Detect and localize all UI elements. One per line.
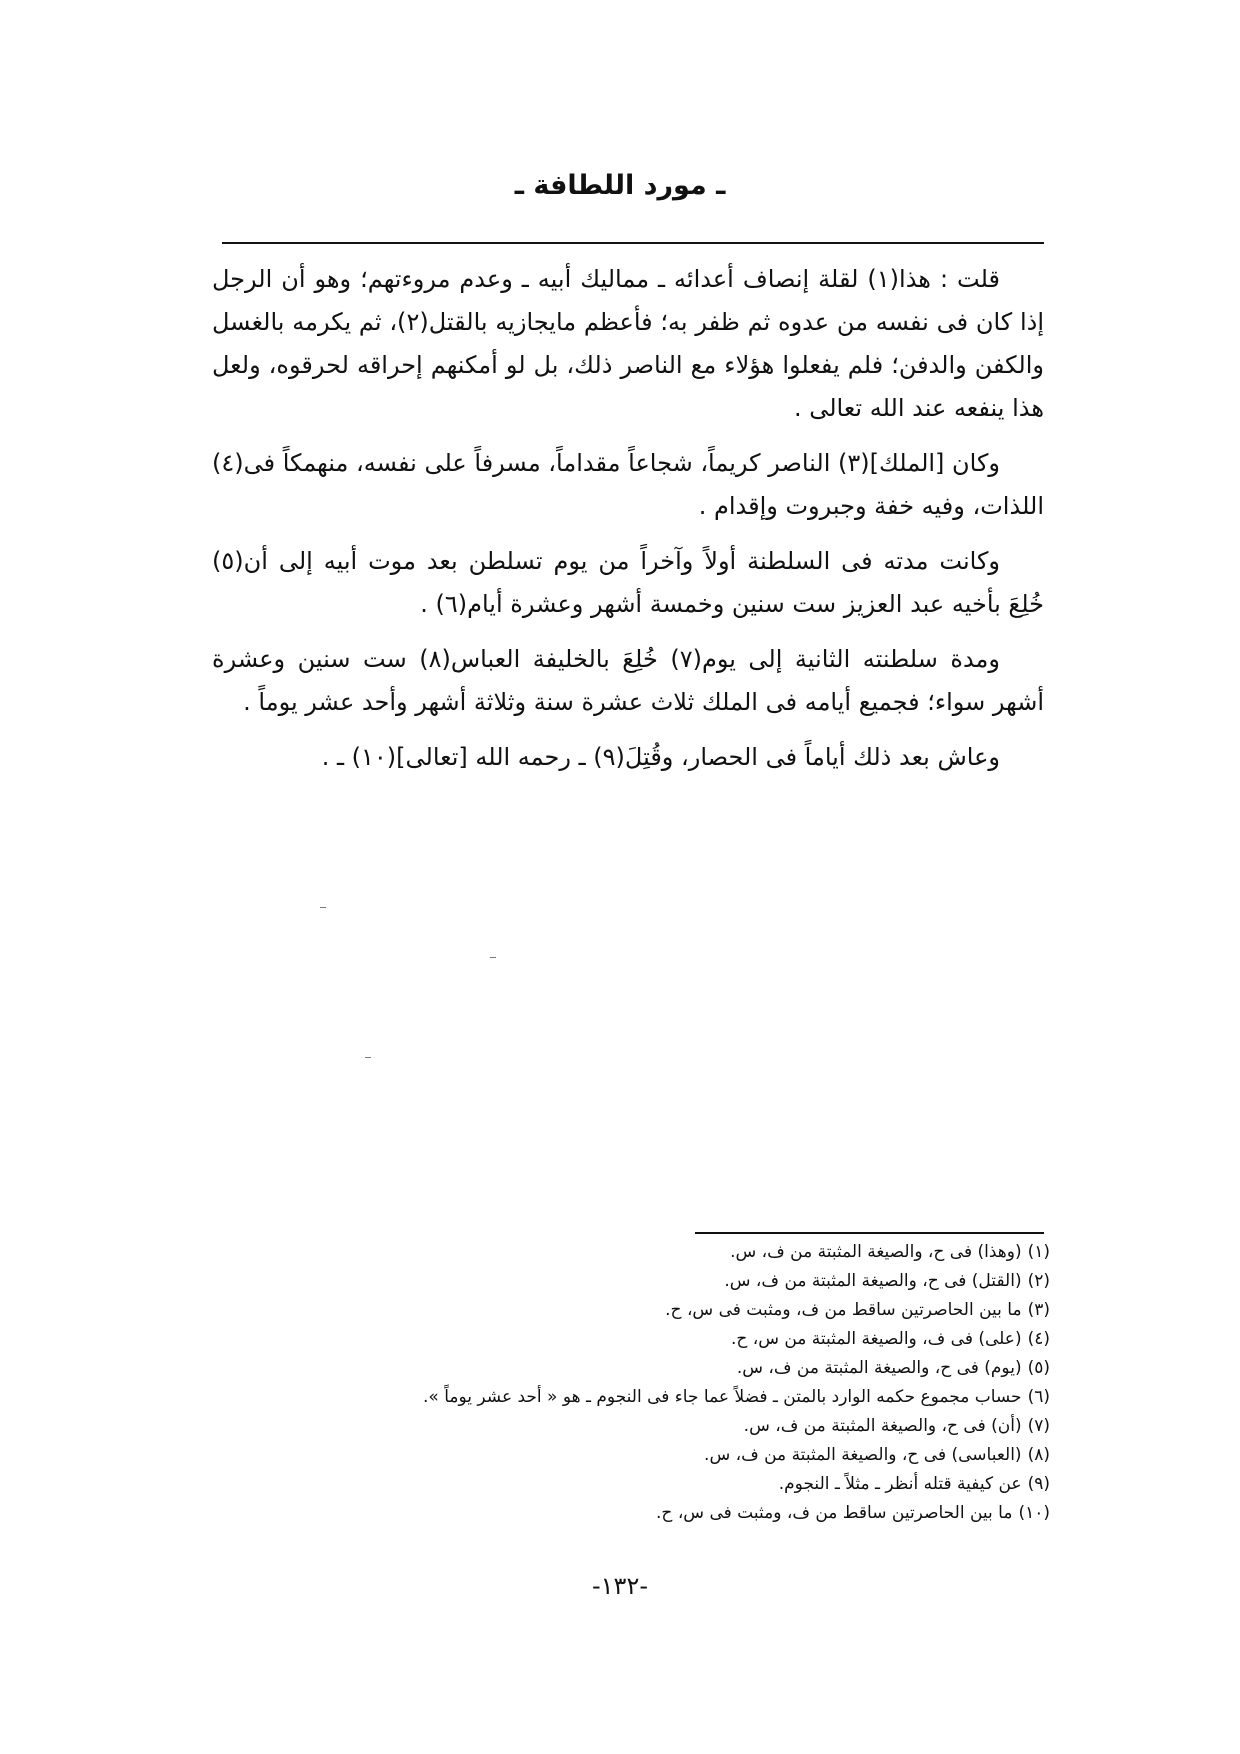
footnote-item	[200, 1441, 1050, 1470]
footnote-number: (٢)	[1027, 1271, 1050, 1291]
footnote-number: (٦)	[1027, 1387, 1050, 1407]
footnote-item	[200, 1383, 1050, 1412]
footnote-number: (٥)	[1027, 1358, 1050, 1378]
footnote-text: عن كيفية قتله أنظر ـ مثلاً ـ النجوم.	[778, 1474, 1022, 1494]
scan-speck	[320, 907, 326, 908]
footnote-text: (وهذا) فى ح، والصيغة المثبتة من ف، س.	[730, 1242, 1022, 1262]
footnote-item	[200, 1238, 1050, 1267]
footnote-text: ما بين الحاصرتين ساقط من ف، ومثبت فى س، ح.	[665, 1300, 1022, 1320]
footnotes-list	[200, 1238, 1050, 1528]
footnote-item	[200, 1354, 1050, 1383]
paragraph: ومدة سلطنته الثانية إلى يوم(٧) خُلِعَ بالخليفة العباس(٨) ست سنين وعشرة أشهر سواء؛ فجميع أيامه فى الملك ثلاث عشرة سنة وثلاثة أشهر وأحد عشر يوماً .	[212, 645, 1044, 716]
main-text	[212, 258, 1044, 791]
paragraph: قلت : هذا(١) لقلة إنصاف أعدائه ـ مماليك أبيه ـ وعدم مروءتهم؛ وهو أن الرجل إذا كان فى نفسه من عدوه ثم ظفر به؛ فأعظم مايجازيه بالقتل(٢)، ثم يكرمه بالغسل والكفن والدفن؛ فلم يفعلوا هؤلاء مع الناصر ذلك، بل لو أمكنهم إحراقه لحرقوه، ولعل هذا ينفعه عند الله تعالى .	[212, 265, 1045, 422]
paragraph: وكان [الملك](٣) الناصر كريماً، شجاعاً مقداماً، مسرفاً على نفسه، منهمكاً فى(٤) اللذات، وفيه خفة وجبروت وإقدام .	[212, 449, 1044, 520]
footnote-text: حساب مجموع حكمه الوارد بالمتن ـ فضلاً عما جاء فى النجوم ـ هو « أحد عشر يوماً ».	[422, 1387, 1022, 1407]
footnote-number: (٨)	[1027, 1445, 1050, 1465]
footnote-text: (يوم) فى ح، والصيغة المثبتة من ف، س.	[736, 1358, 1022, 1378]
footnote-item	[200, 1267, 1050, 1296]
scan-speck	[490, 957, 496, 958]
page-number: -١٣٢-	[591, 1572, 648, 1600]
paragraph: وكانت مدته فى السلطنة أولاً وآخراً من يوم تسلطن بعد موت أبيه إلى أن(٥) خُلِعَ بأخيه عبد العزيز ست سنين وخمسة أشهر وعشرة أيام(٦) .	[212, 547, 1044, 618]
footnote-item	[200, 1499, 1050, 1528]
footnote-text: (على) فى ف، والصيغة المثبتة من س، ح.	[730, 1329, 1022, 1349]
scan-speck	[365, 1057, 371, 1058]
paragraph: وعاش بعد ذلك أياماً فى الحصار، وقُتِلَ(٩) ـ رحمه الله [تعالى](١٠) ـ .	[321, 743, 1000, 771]
page-title: ـ مورد اللطافة ـ	[514, 170, 726, 201]
header-divider	[222, 242, 1044, 244]
footnote-number: (٩)	[1027, 1474, 1050, 1494]
footnote-number: (٧)	[1027, 1416, 1050, 1436]
footnote-text: ما بين الحاصرتين ساقط من ف، ومثبت فى س، ح.	[656, 1503, 1013, 1523]
footnote-text: (أن) فى ح، والصيغة المثبتة من ف، س.	[743, 1416, 1022, 1436]
footnote-number: (١)	[1027, 1242, 1050, 1262]
footnote-number: (٤)	[1027, 1329, 1050, 1349]
footnote-number: (٣)	[1027, 1300, 1050, 1320]
footnote-divider	[695, 1232, 1044, 1234]
footnote-text: (القتل) فى ح، والصيغة المثبتة من ف، س.	[724, 1271, 1022, 1291]
footnote-text: (العباسى) فى ح، والصيغة المثبتة من ف، س.	[704, 1445, 1022, 1465]
footnote-item	[200, 1412, 1050, 1441]
footnote-number: (١٠)	[1018, 1503, 1050, 1523]
footnote-item	[200, 1470, 1050, 1499]
footnote-item	[200, 1325, 1050, 1354]
footnote-item	[200, 1296, 1050, 1325]
